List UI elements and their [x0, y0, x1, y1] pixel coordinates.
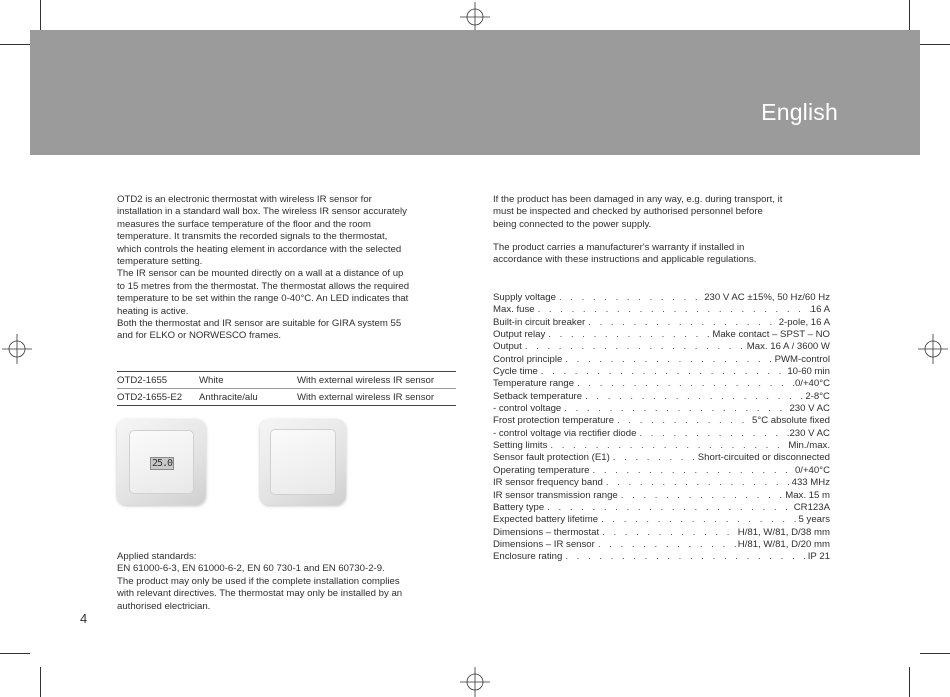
- spec-row: [493, 292, 830, 304]
- spec-row: [493, 539, 830, 551]
- crop-mark: [40, 0, 41, 30]
- spec-label: Expected battery lifetime: [493, 514, 599, 526]
- spec-label: Max. fuse: [493, 304, 535, 316]
- spec-value: 10-60 min: [787, 366, 830, 378]
- model-description: With external wireless IR sensor: [297, 389, 456, 406]
- language-heading: English: [761, 99, 838, 125]
- spec-row: [493, 465, 830, 477]
- dot-leader: [595, 539, 738, 551]
- spec-row: [493, 403, 830, 415]
- table-row: [117, 389, 456, 406]
- registration-mark-icon: [460, 2, 490, 32]
- thermostat-image: [117, 419, 206, 505]
- thermostat-display: 25.0: [151, 458, 173, 469]
- crop-mark: [40, 667, 41, 697]
- spec-value: 230 V AC: [789, 403, 830, 415]
- dot-leader: [599, 527, 738, 539]
- dot-leader: [561, 403, 789, 415]
- spec-value: Max. 15 m: [785, 489, 830, 501]
- dot-leader: [598, 514, 798, 526]
- dot-leader: [582, 391, 805, 403]
- spec-label: Built-in circuit breaker: [493, 316, 586, 328]
- spec-label: - control voltage via rectifier diode: [493, 427, 637, 439]
- spec-label: IR sensor transmission range: [493, 489, 618, 501]
- spec-value: PWM-control: [774, 353, 830, 365]
- spec-row: [493, 354, 830, 366]
- spec-label: Dimensions – thermostat: [493, 526, 600, 538]
- spec-label: - control voltage: [493, 403, 562, 415]
- dot-leader: [636, 428, 789, 440]
- spec-row: [493, 317, 830, 329]
- model-color: White: [199, 372, 297, 389]
- dot-leader: [522, 341, 747, 353]
- spec-label: Dimensions – IR sensor: [493, 538, 595, 550]
- spec-row: [493, 391, 830, 403]
- dot-leader: [535, 304, 811, 316]
- spec-value: IP 21: [807, 551, 830, 563]
- spec-row: [493, 452, 830, 464]
- spec-value: 433 MHz: [791, 477, 830, 489]
- specifications-list: [493, 292, 830, 564]
- dot-leader: [545, 329, 712, 341]
- dot-leader: [547, 440, 788, 452]
- spec-label: Setting limits: [493, 440, 548, 452]
- crop-mark: [0, 44, 30, 45]
- dot-leader: [603, 477, 792, 489]
- spec-row: [493, 527, 830, 539]
- header-band: [30, 30, 920, 155]
- spec-label: Operating temperature: [493, 464, 590, 476]
- spec-row: [493, 341, 830, 353]
- crop-mark: [0, 653, 30, 654]
- spec-value: 230 V AC ±15%, 50 Hz/60 Hz: [704, 292, 830, 303]
- spec-label: Enclosure rating: [493, 551, 563, 563]
- spec-value: Short-circuited or disconnected: [697, 452, 830, 464]
- spec-row: [493, 502, 830, 514]
- registration-mark-icon: [2, 334, 32, 364]
- ir-sensor-image: [260, 419, 346, 505]
- dot-leader: [585, 317, 779, 329]
- spec-label: IR sensor frequency band: [493, 477, 603, 489]
- spec-label: Control principle: [493, 353, 563, 365]
- spec-value: 16 A: [810, 304, 830, 316]
- model-table: [117, 371, 456, 406]
- crop-mark: [920, 44, 950, 45]
- dot-leader: [562, 354, 774, 366]
- model-code: OTD2-1655-E2: [117, 389, 199, 406]
- spec-label: Setback temperature: [493, 390, 583, 402]
- spec-value: 5 years: [798, 514, 830, 526]
- spec-row: [493, 490, 830, 502]
- dot-leader: [590, 465, 795, 477]
- spec-value: 0/+40°C: [794, 378, 830, 390]
- spec-label: Frost protection temperature: [493, 415, 615, 427]
- spec-label: Supply voltage: [493, 292, 556, 303]
- dot-leader: [610, 452, 698, 464]
- dot-leader: [574, 378, 795, 390]
- spec-row: [493, 514, 830, 526]
- table-row: [117, 372, 456, 389]
- damage-paragraph: If the product has been damaged in any way, e.g. during transport, it must be inspected and checked by authorised personnel before being connected to the power supply.: [493, 194, 783, 230]
- warranty-paragraph: The product carries a manufacturer's warranty if installed in accordance with these instructions and applicable regulations.: [493, 242, 757, 266]
- spec-value: Make contact – SPST – NO: [712, 329, 830, 341]
- spec-value: H/81, W/81, D/20 mm: [737, 538, 830, 550]
- standards-paragraph: Applied standards: EN 61000-6-3, EN 61000-6-2, EN 60 730-1 and EN 60730-2-9. The product may only be used if the complete installation complies with relevant directives. The thermostat may only be installed by an authorised electrician.: [117, 551, 403, 612]
- dot-leader: [544, 502, 794, 514]
- spec-row: [493, 477, 830, 489]
- registration-mark-icon: [460, 667, 490, 697]
- crop-mark: [920, 653, 950, 654]
- spec-label: Cycle time: [493, 366, 538, 378]
- spec-row: [493, 428, 830, 440]
- spec-label: Temperature range: [493, 378, 575, 390]
- dot-leader: [556, 292, 704, 304]
- page-number: 4: [80, 611, 88, 626]
- spec-label: Output: [493, 341, 522, 353]
- spec-value: CR123A: [793, 501, 830, 513]
- spec-row: [493, 378, 830, 390]
- spec-value: 0/+40°C: [794, 464, 830, 476]
- spec-row: [493, 304, 830, 316]
- spec-row: [493, 551, 830, 563]
- dot-leader: [614, 415, 752, 427]
- spec-value: 230 V AC: [789, 427, 830, 439]
- spec-value: H/81, W/81, D/38 mm: [737, 526, 830, 538]
- spec-value: 5°C absolute fixed: [752, 415, 830, 427]
- spec-value: Max. 16 A / 3600 W: [746, 341, 830, 353]
- spec-value: 2-pole, 16 A: [778, 316, 830, 328]
- spec-row: [493, 366, 830, 378]
- spec-label: Output relay: [493, 329, 546, 341]
- spec-label: Battery type: [493, 501, 545, 513]
- dot-leader: [562, 551, 807, 563]
- spec-value: Min./max.: [788, 440, 830, 452]
- crop-mark: [909, 667, 910, 697]
- dot-leader: [538, 366, 788, 378]
- spec-row: [493, 440, 830, 452]
- model-description: With external wireless IR sensor: [297, 372, 456, 389]
- spec-label: Sensor fault protection (E1): [493, 452, 610, 464]
- spec-row: [493, 415, 830, 427]
- model-code: OTD2-1655: [117, 372, 199, 389]
- spec-value: 2-8°C: [805, 390, 830, 402]
- crop-mark: [909, 0, 910, 30]
- spec-row: [493, 329, 830, 341]
- intro-paragraph: OTD2 is an electronic thermostat with wireless IR sensor for installation in a standard wall box. The wireless IR sensor accurately measures the surface temperature of the floor and the room temperature. It transmits the recorded signals to the thermostat, which controls the heating element in accordance with the selected temperature setting. The IR sensor can be mounted directly on a wall at a distance of up to 15 metres from the thermostat. The thermostat allows the required temperature to be set within the range 0-40°C. An LED indicates that heating is active. Both the thermostat and IR sensor are suitable for GIRA system 55 and for ELKO or NORWESCO frames.: [117, 194, 410, 342]
- registration-mark-icon: [918, 334, 948, 364]
- model-color: Anthracite/alu: [199, 389, 297, 406]
- dot-leader: [618, 490, 785, 502]
